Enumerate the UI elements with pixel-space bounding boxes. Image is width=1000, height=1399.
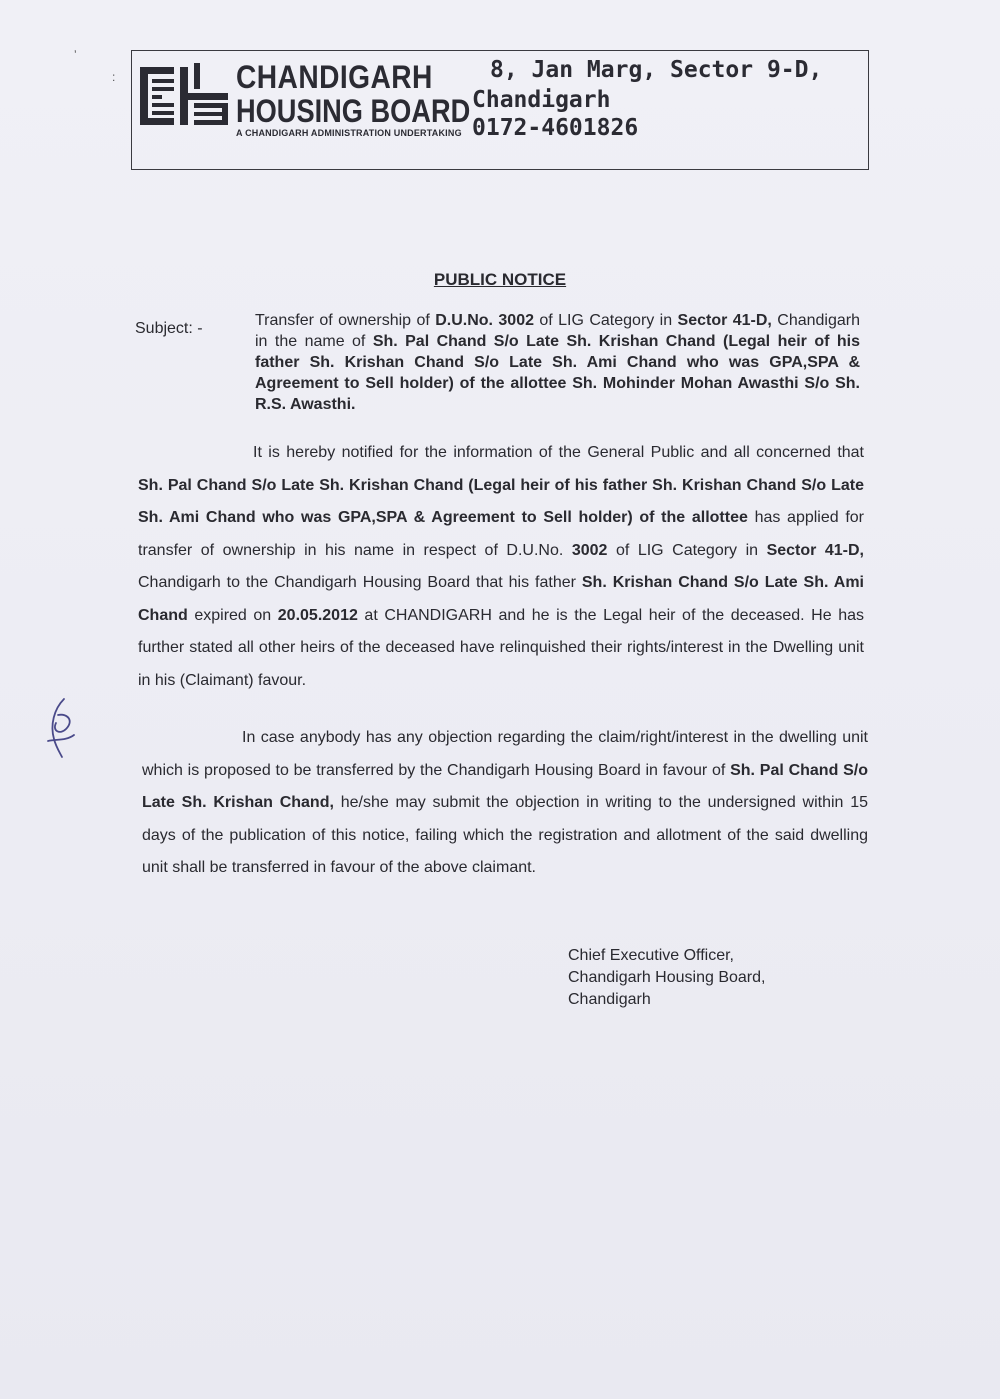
para1-text: has applied for transfer of ownership in his name in respect of D.U.No. [138,509,865,559]
chb-logo-icon [138,63,230,131]
subject-part: of LIG Category in [534,312,678,329]
address-line2: Chandigarh [472,87,611,113]
scan-speck: ʼ [74,48,77,62]
subject-text [255,310,860,415]
signature-city: Chandigarh [568,991,651,1008]
subject-label: Subject: - [135,320,203,337]
para2-text: he/she may submit the objection in writing to the undersigned within 15 days of the publication of this notice, failing which the registration and allotment of the said dwelling unit shall be transferred in favour of the above claimant. [142,794,868,876]
para1-claimant: Sh. Pal Chand S/o Late Sh. Krishan Chand (Legal heir of his father Sh. Krishan Chand S/o Late Sh. Ami Chand who was GPA,SPA & Agreement to Sell holder) of the allottee [138,476,864,526]
para1-text: It is hereby notified for the information of the General Public and all concerned that [253,444,864,461]
para1-sector: Sector 41-D, [766,541,865,559]
org-name-line2: HOUSING BOARD [236,93,471,129]
para1-text: Chandigarh to the Chandigarh Housing Board that his father [138,574,582,591]
para1-du-number: 3002 [571,541,608,559]
phone-number: 0172-4601826 [472,115,639,141]
notice-paragraph-1 [138,437,864,697]
scan-speck: : [112,70,116,84]
para2-text: In case anybody has any objection regarding the claim/right/interest in the dwelling unit which is proposed to be transferred by the Chandigarh Housing Board in favour of [142,729,868,779]
para1-father: Sh. Krishan Chand S/o Late Sh. Ami Chand [138,574,865,624]
handwritten-initials-icon [44,695,80,759]
signature-title: Chief Executive Officer, [568,947,734,964]
para1-text: at CHANDIGARH and he is the Legal heir of the deceased. He has further stated all other heirs of the deceased have relinquished their rights/interest in the Dwelling unit in his (Claimant) favour. [138,606,865,689]
para1-date: 20.05.2012 [277,606,358,624]
para1-text: expired on [187,606,278,624]
signature-org: Chandigarh Housing Board, [568,969,766,986]
notice-heading: PUBLIC NOTICE [433,270,567,289]
letterhead [131,50,869,170]
subject-sector: Sector 41-D, [677,312,772,329]
para2-claimant: Sh. Pal Chand S/o Late Sh. Krishan Chand, [142,761,869,811]
subject-du-number: D.U.No. 3002 [435,312,534,329]
subject-claimant: Sh. Pal Chand S/o Late Sh. Krishan Chand (Legal heir of his father Sh. Krishan Chand S/o Late Sh. Ami Chand who was GPA,SPA & Agreement to Sell holder) of the allottee Sh. Mohinder Mohan Awasthi S/o Sh. R.S. Awasthi. [255,333,861,413]
org-name-line1: CHANDIGARH [236,59,433,95]
subject-part: Chandigarh in the name of [255,312,861,350]
notice-paragraph-2 [142,722,868,885]
signature-block [568,945,765,1011]
para1-text: of LIG Category in [607,541,767,559]
address-line1: 8, Jan Marg, Sector 9-D, [490,57,823,83]
org-tagline: A CHANDIGARH ADMINISTRATION UNDERTAKING [236,128,462,138]
subject-part: Transfer of ownership of [255,312,436,329]
